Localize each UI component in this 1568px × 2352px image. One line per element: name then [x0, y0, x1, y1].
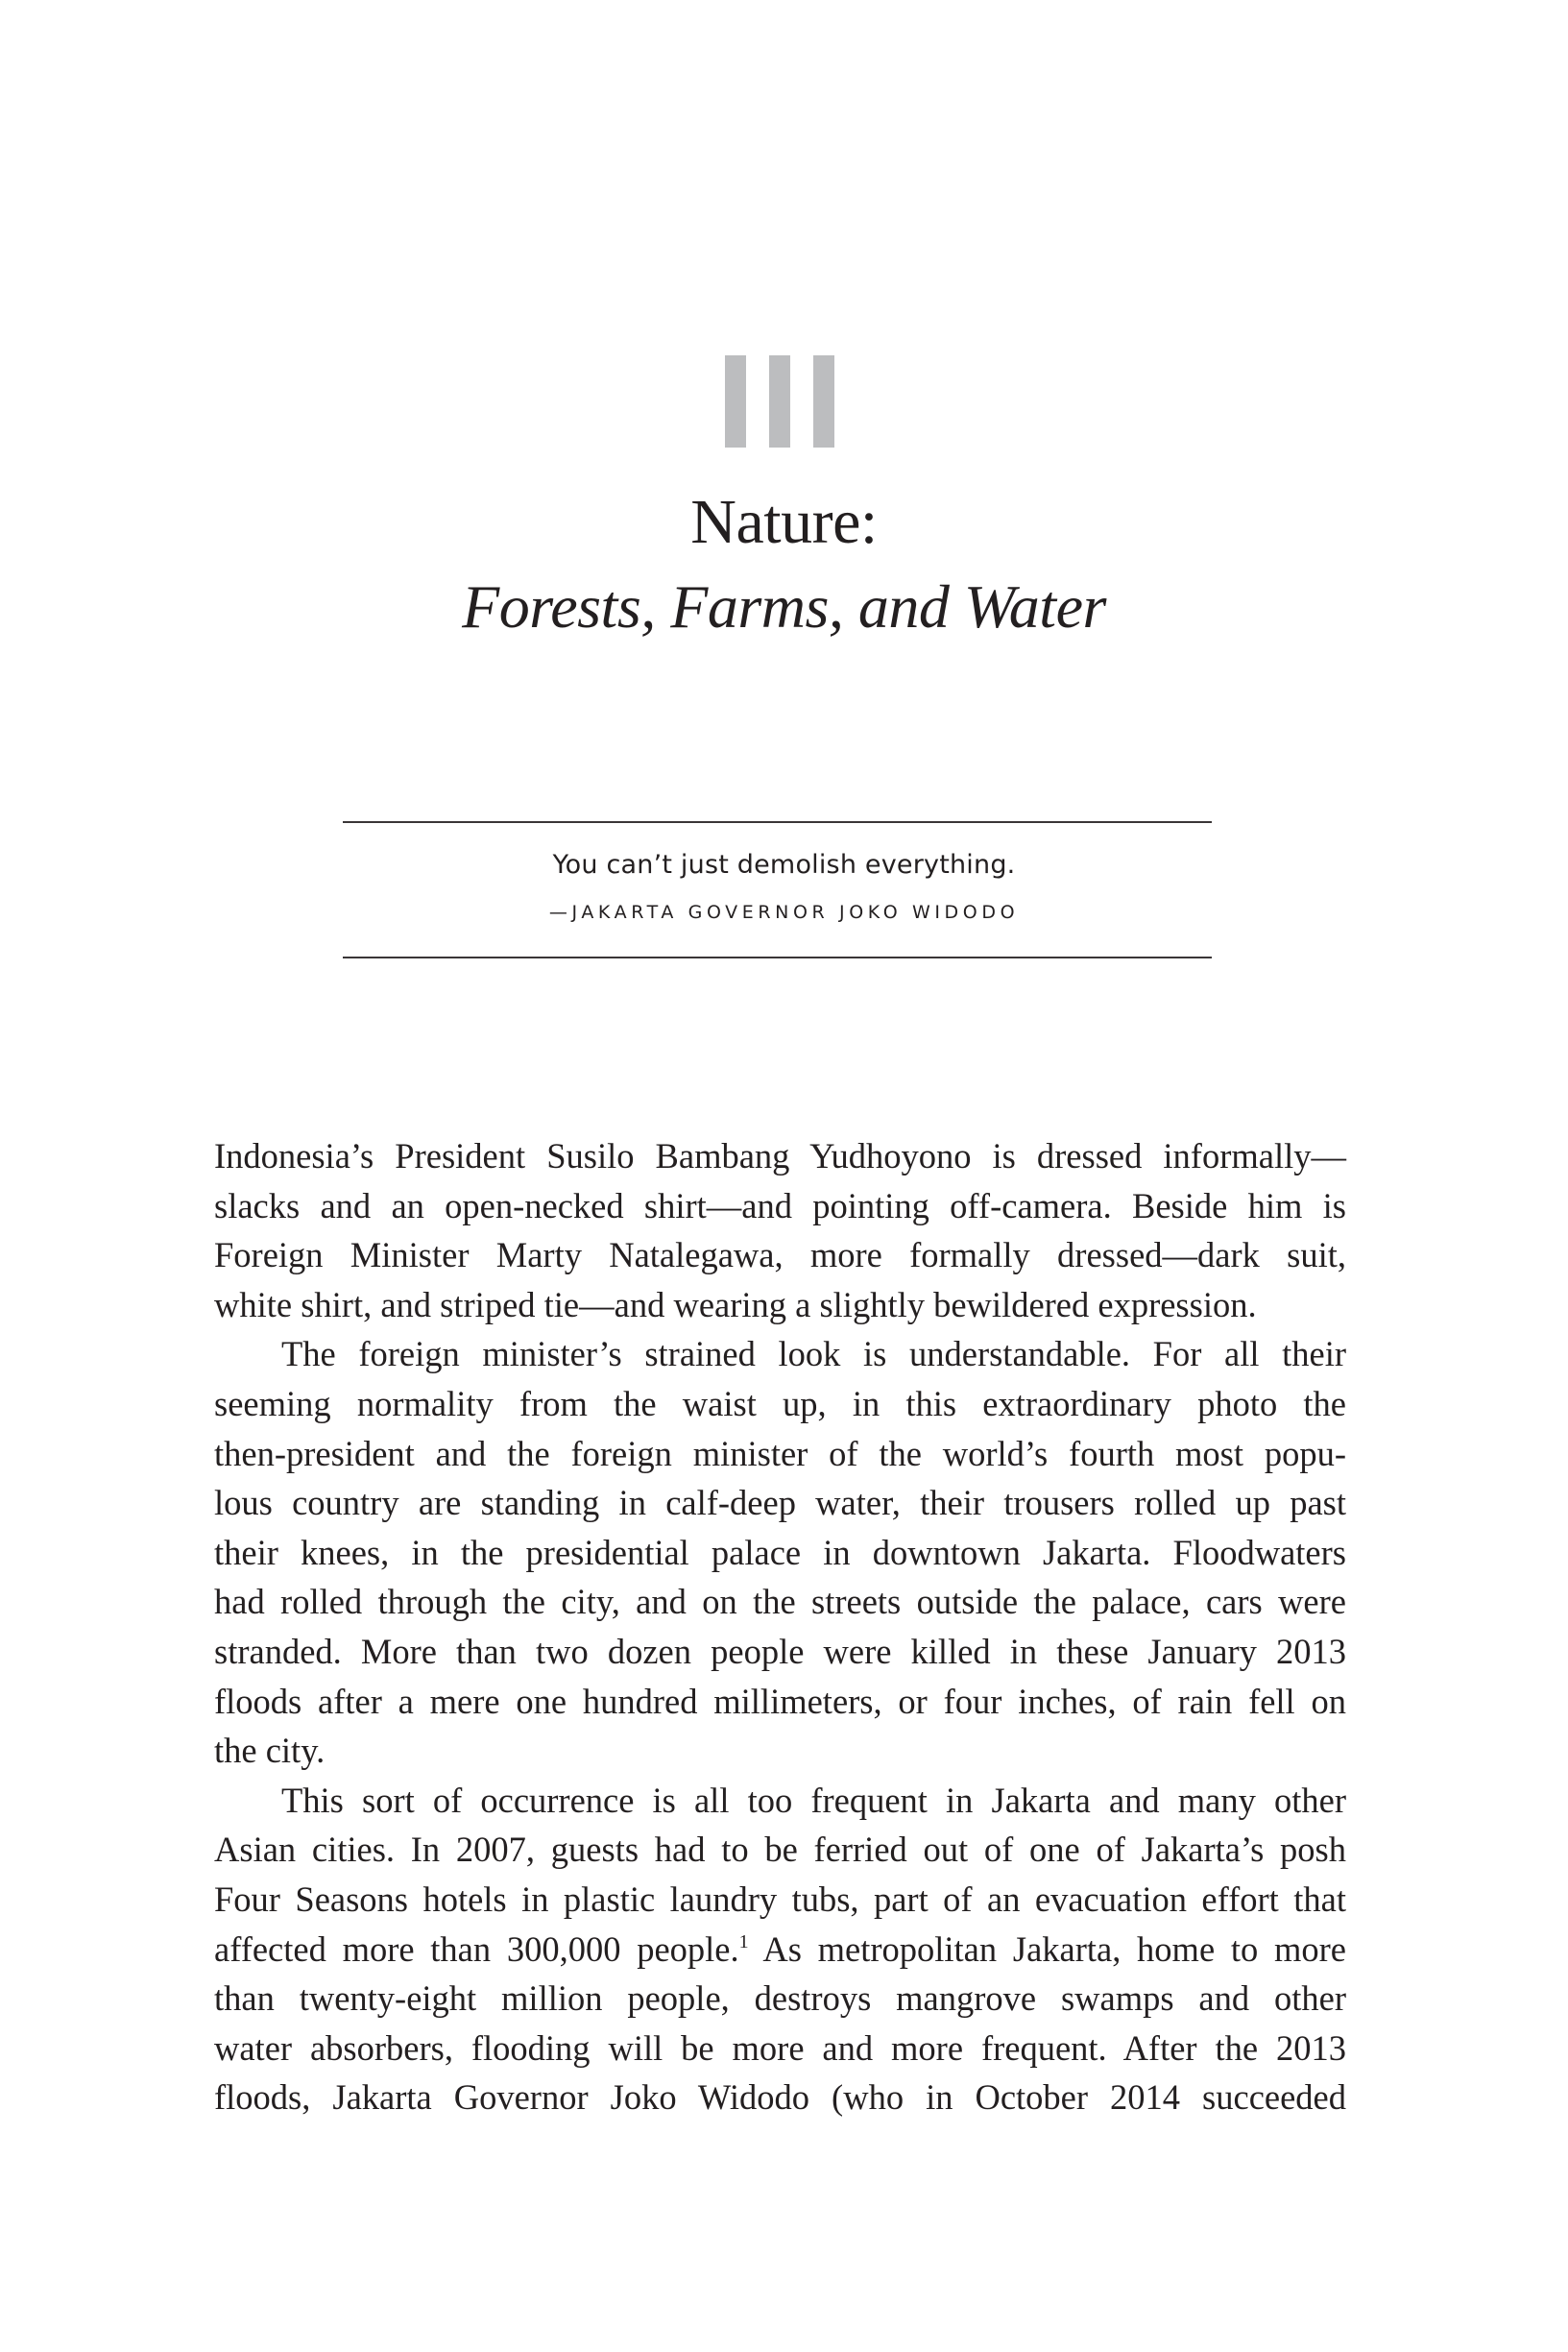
text-line — [214, 1925, 1346, 1975]
text-line: had rolled through the city, and on the streets outside the palace, cars were — [214, 1582, 1346, 1622]
epigraph-quote: You can’t just demolish everything. — [552, 850, 1016, 880]
part-title: Nature: — [690, 487, 878, 557]
part-subtitle: Forests, Farms, and Water — [462, 572, 1106, 641]
text-segment: affected more than 300,000 people. — [214, 1928, 739, 1969]
text-line: This sort of occurrence is all too frequent in Jakarta and many other — [281, 1780, 1346, 1820]
text-line: seeming normality from the waist up, in this extraordinary photo the — [214, 1383, 1346, 1423]
text-line: stranded. More than two dozen people were killed in these January 2013 — [214, 1631, 1346, 1671]
text-segment: As metropolitan Jakarta, home to more — [748, 1928, 1346, 1969]
paragraph — [214, 1776, 1346, 2122]
text-line: than twenty-eight million people, destroys mangrove swamps and other — [214, 1978, 1346, 2019]
text-line: floods, Jakarta Governor Joko Widodo (who in October 2014 succeeded — [214, 2077, 1346, 2118]
text-line: floods after a mere one hundred millimeters, or four inches, of rain fell on — [214, 1681, 1346, 1721]
text-line: Four Seasons hotels in plastic laundry tubs, part of an evacuation effort that — [214, 1879, 1346, 1919]
text-line: lous country are standing in calf-deep water, their trousers rolled up past — [214, 1483, 1346, 1523]
text-line: The foreign minister’s strained look is understandable. For all their — [281, 1334, 1346, 1374]
numeral-stroke — [813, 355, 834, 448]
epigraph-attribution: —JAKARTA GOVERNOR JOKO WIDODO — [548, 902, 1020, 923]
numeral-stroke — [725, 355, 746, 448]
epigraph-top-rule — [343, 821, 1212, 823]
footnote-marker[interactable]: 1 — [738, 1930, 749, 1952]
text-line: water absorbers, flooding will be more and more frequent. After the 2013 — [214, 2027, 1346, 2068]
part-numeral-iii — [725, 355, 834, 448]
epigraph-bottom-rule — [343, 957, 1212, 958]
text-line: Asian cities. In 2007, guests had to be ferried out of one of Jakarta’s posh — [214, 1830, 1346, 1870]
text-line: the city. — [214, 1731, 326, 1771]
paragraph — [214, 1329, 1346, 1775]
text-line: then-president and the foreign minister of the world’s fourth most popu- — [214, 1433, 1346, 1473]
text-line: Indonesia’s President Susilo Bambang Yudhoyono is dressed informally— — [214, 1136, 1346, 1176]
body-text — [214, 1131, 1346, 2122]
text-line: Foreign Minister Marty Natalegawa, more formally dressed—dark suit, — [214, 1235, 1346, 1275]
paragraph — [214, 1131, 1346, 1329]
numeral-stroke — [769, 355, 790, 448]
text-line: slacks and an open-necked shirt—and pointing off-camera. Beside him is — [214, 1185, 1346, 1225]
text-line: their knees, in the presidential palace in downtown Jakarta. Floodwaters — [214, 1532, 1346, 1572]
text-line: white shirt, and striped tie—and wearing a slightly bewildered expression. — [214, 1284, 1257, 1324]
